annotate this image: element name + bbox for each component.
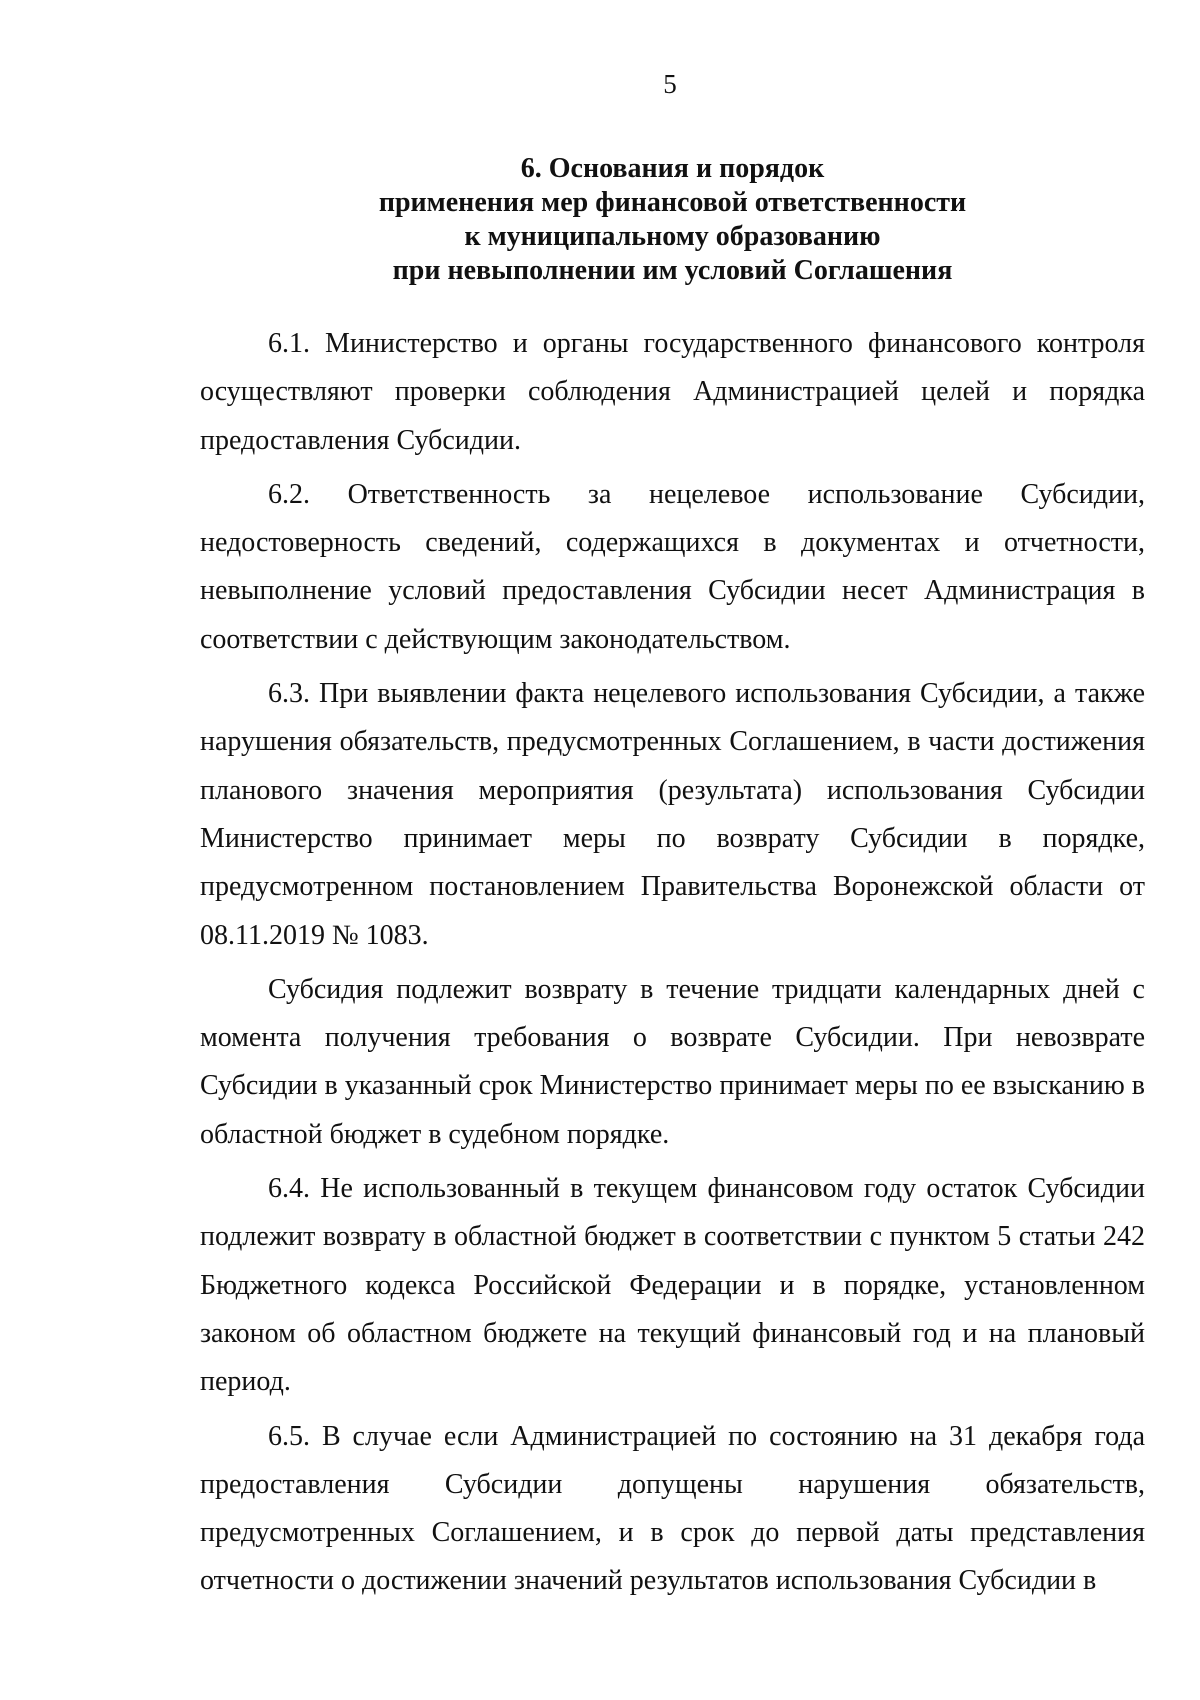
section-title-line: применения мер финансовой ответственности xyxy=(378,187,967,218)
paragraph-6-5: 6.5. В случае если Администрацией по состоянию на 31 декабря года предоставления Субсидии допущены нарушения обязательств, предусмотренных Соглашением, и в срок до первой даты представления отчетности о достижении значений результатов использования Субсидии в xyxy=(200,1420,1145,1597)
paragraph-6-4: 6.4. Не использованный в текущем финансовом году остаток Субсидии подлежит возврату в областной бюджет в соответствии с пунктом 5 статьи 242 Бюджетного кодекса Российской Федерации и в порядке, установленном законом об областном бюджете на текущий финансовый год и на плановый период. xyxy=(200,1173,1145,1398)
paragraph-6-3: 6.3. При выявлении факта нецелевого использования Субсидии, а также нарушения обязательств, предусмотренных Соглашением, в части достижения планового значения мероприятия (результата) использования Субсидии Министерство принимает меры по возврату Субсидии в порядке, предусмотренном постановлением Правительства Воронежской области от 08.11.2019 № 1083. xyxy=(200,678,1145,951)
page-number: 5 xyxy=(663,69,677,99)
paragraph-subsidy-return: Субсидия подлежит возврату в течение тридцати календарных дней с момента получения требования о возврате Субсидии. При невозврате Субсидии в указанный срок Министерство принимает меры по ее взысканию в областной бюджет в судебном порядке. xyxy=(200,973,1145,1150)
section-title-line: 6. Основания и порядок xyxy=(520,153,825,184)
section-title-line: к муниципальному образованию xyxy=(464,221,881,252)
section-title-line: при невыполнении им условий Соглашения xyxy=(392,255,953,286)
section-title xyxy=(200,152,1145,288)
paragraph-6-1: 6.1. Министерство и органы государственного финансового контроля осуществляют проверки соблюдения Администрацией целей и порядка предоставления Субсидии. xyxy=(200,328,1145,456)
paragraph-6-2: 6.2. Ответственность за нецелевое использование Субсидии, недостоверность сведений, содержащихся в документах и отчетности, невыполнение условий предоставления Субсидии несет Администрация в соответствии с действующим законодательством. xyxy=(200,478,1145,655)
document-body xyxy=(200,152,1145,1612)
